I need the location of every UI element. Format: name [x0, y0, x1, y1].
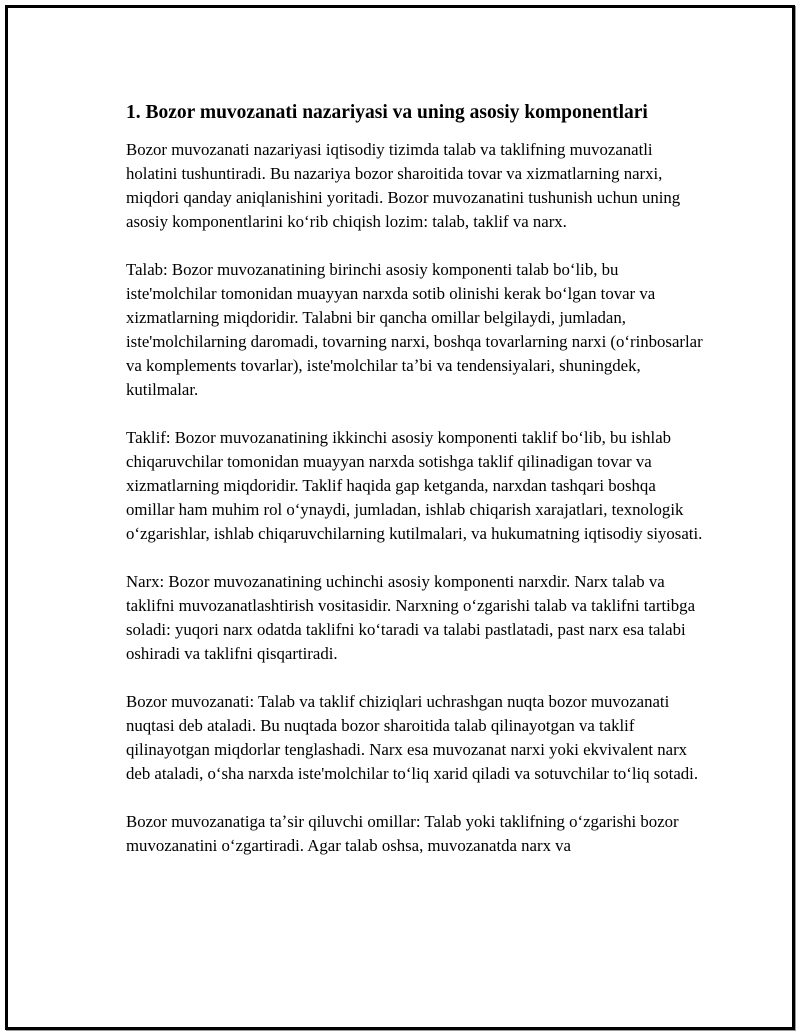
- paragraph-intro: Bozor muvozanati nazariyasi iqtisodiy tizimda talab va taklifning muvozanatli holatini tushuntiradi. Bu nazariya bozor sharoitida tovar va xizmatlarning narxi, miqdori qanday aniqlanishini yoritadi. Bozor muvozanatini tushunish uchun uning asosiy komponentlarini koʻrib chiqish lozim: talab, taklif va narx.: [126, 140, 681, 231]
- section-heading: 1. Bozor muvozanati nazariyasi va uning asosiy komponentlari: [126, 102, 648, 123]
- paragraph-price: Narx: Bozor muvozanatining uchinchi asosiy komponenti narxdir. Narx talab va taklifni muvozanatlashtirish vositasidir. Narxning oʻzgarishi talab va taklifni tartibga soladi: yuqori narx odatda taklifni koʻtaradi va talabi pastlatadi, past narx esa talabi oshiradi va taklifni qisqartiradi.: [126, 572, 696, 663]
- paragraph-supply: Taklif: Bozor muvozanatining ikkinchi asosiy komponenti taklif boʻlib, bu ishlab chiqaruvchilar tomonidan muayyan narxda sotishga taklif qilinadigan tovar va xizmatlarning miqdoridir. Taklif haqida gap ketganda, narxdan tashqari boshqa omillar ham muhim rol oʻynaydi, jumladan, ishlab chiqarish xarajatlari, texnologik oʻzgarishlar, ishlab chiqaruvchilarning kutilmalari, va hukumatning iqtisodiy siyosati.: [126, 428, 703, 543]
- paragraph-factors: Bozor muvozanatiga taʼsir qiluvchi omillar: Talab yoki taklifning oʻzgarishi bozor muvozanatini oʻzgartiradi. Agar talab oshsa, muvozanatda narx va: [126, 812, 679, 855]
- document-body: [126, 100, 706, 882]
- paragraph-demand: Talab: Bozor muvozanatining birinchi asosiy komponenti talab boʻlib, bu iste'molchilar tomonidan muayyan narxda sotib olinishi kerak boʻlgan tovar va xizmatlarning miqdoridir. Talabni bir qancha omillar belgilaydi, jumladan, iste'molchilarning daromadi, tovarning narxi, boshqa tovarlarning narxi (oʻrinbosarlar va komplements tovarlar), iste'molchilar taʼbi va tendensiyalari, shuningdek, kutilmalar.: [126, 260, 703, 399]
- page-frame: [5, 5, 795, 1030]
- paragraph-equilibrium: Bozor muvozanati: Talab va taklif chiziqlari uchrashgan nuqta bozor muvozanati nuqtasi deb ataladi. Bu nuqtada bozor sharoitida talab qilinayotgan va taklif qilinayotgan miqdorlar tenglashadi. Narx esa muvozanat narxi yoki ekvivalent narx deb ataladi, oʻsha narxda iste'molchilar toʻliq xarid qiladi va sotuvchilar toʻliq sotadi.: [126, 692, 699, 783]
